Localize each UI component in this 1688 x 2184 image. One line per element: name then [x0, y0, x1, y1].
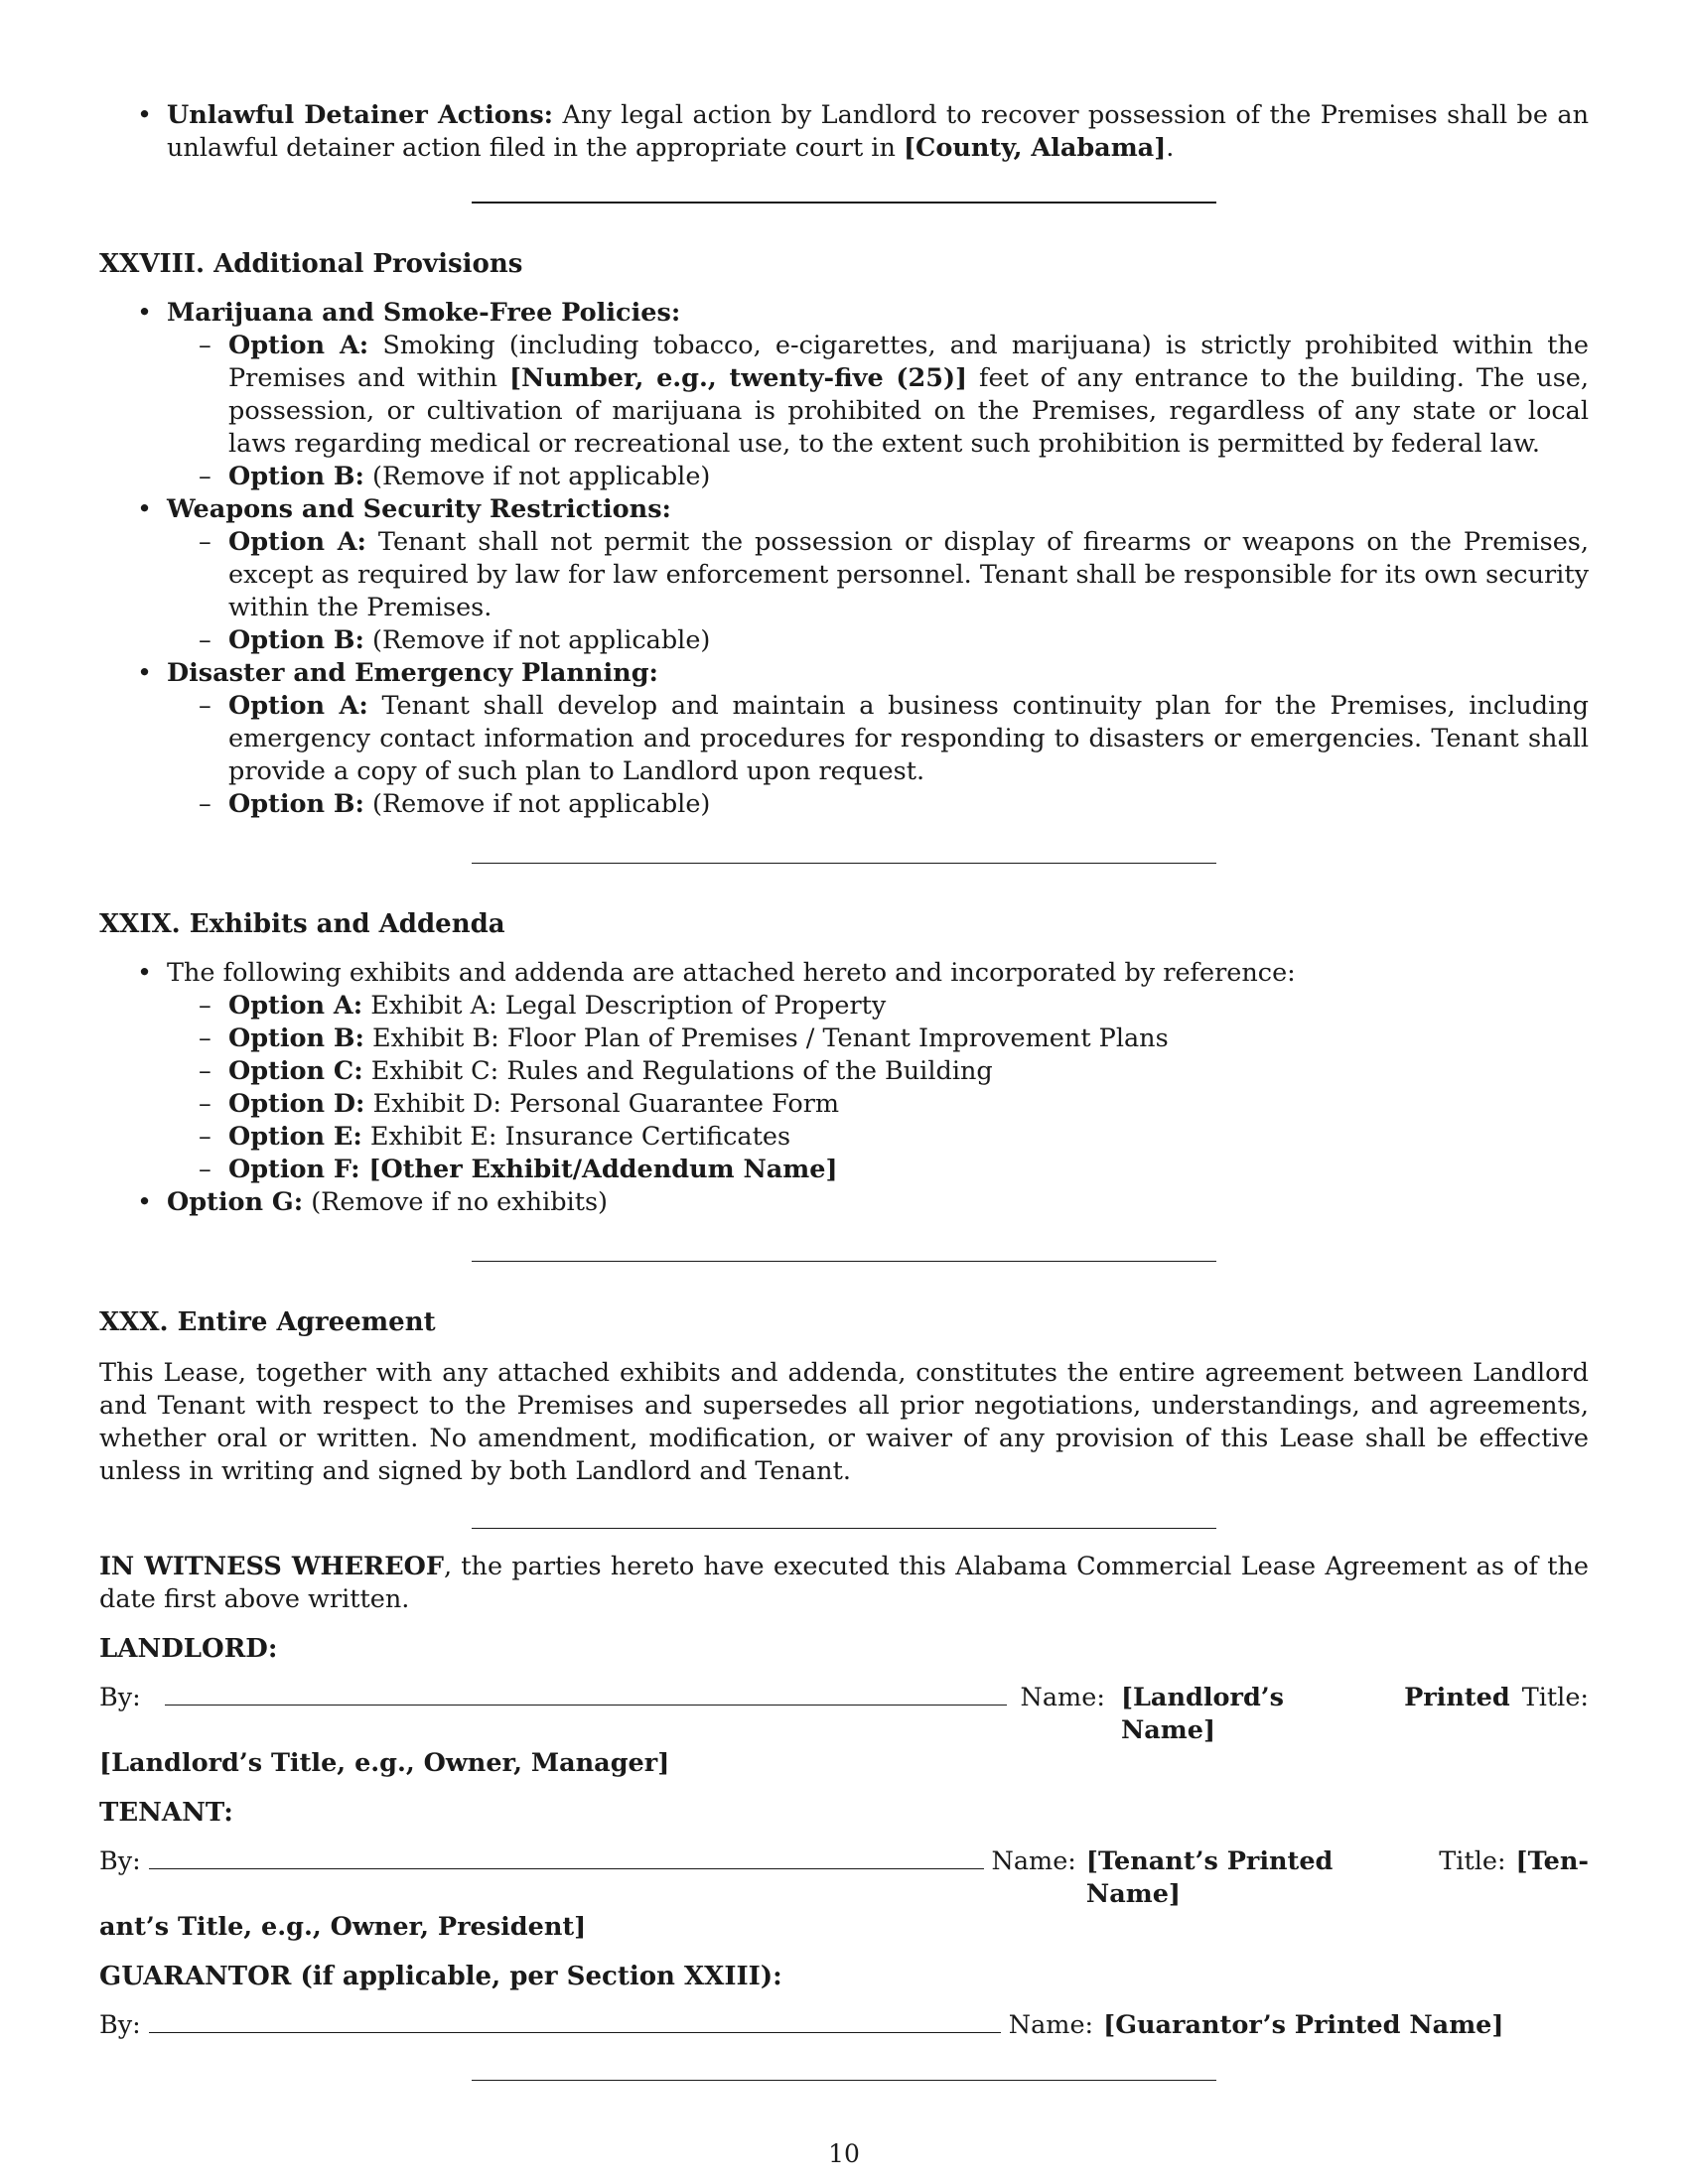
section-divider — [472, 2080, 1216, 2081]
option-text: feet of any entrance to the building. The use, possession, or cultivation of marijuana is prohibited on the Premises, regardless of any state or local laws regarding medical or recreational use, to the extent such prohibition is permitted by federal law. — [228, 363, 1589, 459]
option-label: Option E: — [228, 1122, 362, 1152]
option-label: Option B: — [228, 1024, 364, 1053]
option-a — [228, 526, 1589, 624]
option-text: Exhibit B: Floor Plan of Premises / Tenant Improvement Plans — [363, 1024, 1169, 1053]
tenant-title-placeholder-end: ant’s Title, e.g., Owner, President] — [99, 1912, 587, 1942]
option-a — [228, 330, 1589, 461]
landlord-name-placeholder: [Landlord’s Printed Name] — [1120, 1683, 1510, 1745]
tenant-name-placeholder: [Tenant’s Printed Name] — [1085, 1846, 1334, 1909]
landlord-by-label: By: — [99, 1683, 141, 1712]
option-b — [228, 624, 1589, 657]
option-label: Option F: — [228, 1155, 360, 1184]
exhibits-intro-item — [167, 957, 1589, 1186]
witness-text: , the parties hereto have executed this Alabama Commercial Lease Agreement as of the date first above written. — [99, 1552, 1589, 1614]
tenant-by-label: By: — [99, 1846, 141, 1876]
guarantor-signature-line[interactable] — [149, 2032, 1001, 2033]
option-text: (Remove if not applicable) — [363, 789, 711, 819]
section-xxix-title: XXIX. Exhibits and Addenda — [99, 909, 505, 939]
exhibit-option — [228, 1088, 1589, 1121]
county-placeholder: [County, Alabama] — [903, 133, 1167, 163]
tenant-heading: TENANT: — [99, 1798, 233, 1828]
section-xxviii-title: XXVIII. Additional Provisions — [99, 249, 523, 279]
exhibit-option — [228, 990, 1589, 1023]
entire-agreement-body: This Lease, together with any attached exhibits and addenda, constitutes the entire agreement between Landlord and Tenant with respect to the Premises and supersedes all prior negotiations, understandings, and agreements, whether oral or written. No amendment, modification, or waiver of any provision of this Lease shall be effective unless in writing and signed by both Landlord and Tenant. — [99, 1358, 1589, 1486]
guarantor-name-label: Name: — [1008, 2010, 1094, 2040]
document-page — [99, 99, 1589, 2081]
witness-paragraph — [99, 1551, 1589, 1616]
page-number: 10 — [828, 2139, 860, 2168]
provision-options — [167, 526, 1589, 657]
option-text: Exhibit A: Legal Description of Property — [362, 991, 887, 1021]
option-text: (Remove if no exhibits) — [303, 1187, 608, 1217]
option-a — [228, 690, 1589, 788]
option-text: (Remove if not applicable) — [363, 462, 711, 491]
exhibit-name-placeholder: [Other Exhibit/Addendum Name] — [359, 1155, 838, 1184]
option-label: Option D: — [228, 1089, 365, 1119]
exhibits-list — [99, 957, 1589, 1219]
exhibit-options — [167, 990, 1589, 1186]
unlawful-detainer-label: Unlawful Detainer Actions: — [167, 100, 554, 130]
provision-options — [167, 330, 1589, 493]
unlawful-detainer-list — [99, 99, 1589, 165]
landlord-name-label: Name: — [1020, 1683, 1105, 1712]
option-label: Option A: — [228, 991, 363, 1021]
exhibits-option-g-item — [167, 1186, 1589, 1219]
option-text: Exhibit D: Personal Guarantee Form — [364, 1089, 840, 1119]
guarantor-signature-block — [99, 2009, 1589, 2042]
option-label: Option B: — [228, 462, 364, 491]
option-label: Option C: — [228, 1056, 363, 1086]
option-label: Option B: — [228, 789, 364, 819]
exhibit-option — [228, 1055, 1589, 1088]
exhibits-intro: The following exhibits and addenda are attached hereto and incorporated by reference: — [167, 958, 1296, 988]
provision-item — [167, 297, 1589, 493]
additional-provisions-list — [99, 297, 1589, 821]
option-text: Tenant shall develop and maintain a business continuity plan for the Premises, including emergency contact information and procedures for responding to disasters or emergencies. Tenant shall provide a copy of such plan to Landlord upon request. — [228, 691, 1589, 786]
provision-item — [167, 493, 1589, 657]
exhibit-option — [228, 1023, 1589, 1055]
option-label: Option A: — [228, 527, 366, 557]
exhibit-option — [228, 1121, 1589, 1154]
tenant-name-label: Name: — [991, 1846, 1076, 1876]
option-label: Option B: — [228, 625, 364, 655]
option-text: Smoking (including tobacco, e-cigarettes, and marijuana) is strictly prohibited within the Premises and within — [228, 331, 1589, 393]
unlawful-detainer-item — [167, 99, 1589, 165]
provision-label: Disaster and Emergency Planning: — [167, 658, 658, 688]
provision-item — [167, 657, 1589, 821]
option-text: Exhibit E: Insurance Certificates — [361, 1122, 791, 1152]
provision-label: Marijuana and Smoke-Free Policies: — [167, 298, 681, 328]
guarantor-name-placeholder: [Guarantor’s Printed Name] — [1103, 2010, 1504, 2040]
option-b — [228, 461, 1589, 493]
landlord-signature-line[interactable] — [165, 1705, 1007, 1706]
option-text: (Remove if not applicable) — [363, 625, 711, 655]
tenant-signature-line[interactable] — [149, 1868, 984, 1869]
option-label: Option A: — [228, 331, 369, 360]
section-xxx-title: XXX. Entire Agreement — [99, 1307, 436, 1337]
provision-options — [167, 690, 1589, 821]
tenant-signature-block — [99, 1845, 1589, 1944]
unlawful-detainer-end: . — [1166, 133, 1175, 163]
unlawful-detainer-text: Any legal action by Landlord to recover possession of the Premises shall be an unlawful detainer action filed in the appropriate court in — [167, 100, 1589, 163]
landlord-heading: LANDLORD: — [99, 1634, 278, 1664]
distance-placeholder: [Number, e.g., twenty-five (25)] — [508, 363, 968, 393]
guarantor-by-label: By: — [99, 2010, 141, 2040]
option-text: Exhibit C: Rules and Regulations of the Building — [362, 1056, 993, 1086]
guarantor-heading: GUARANTOR (if applicable, per Section XXIII): — [99, 1962, 782, 1991]
tenant-title-placeholder-start: [Ten- — [1515, 1846, 1589, 1876]
tenant-title-label: Title: — [1439, 1846, 1506, 1876]
option-label: Option A: — [228, 691, 368, 721]
exhibit-option — [228, 1154, 1589, 1186]
option-b — [228, 788, 1589, 821]
landlord-title-label: Title: — [1521, 1683, 1589, 1712]
landlord-title-placeholder: [Landlord’s Title, e.g., Owner, Manager] — [99, 1748, 670, 1778]
landlord-signature-block — [99, 1682, 1589, 1780]
option-label: Option G: — [167, 1187, 304, 1217]
option-text: Tenant shall not permit the possession or display of firearms or weapons on the Premises, except as required by law for law enforcement personnel. Tenant shall be responsible for its own security within the Premises. — [228, 527, 1589, 622]
provision-label: Weapons and Security Restrictions: — [167, 494, 671, 524]
witness-lead: IN WITNESS WHEREOF — [99, 1552, 444, 1581]
